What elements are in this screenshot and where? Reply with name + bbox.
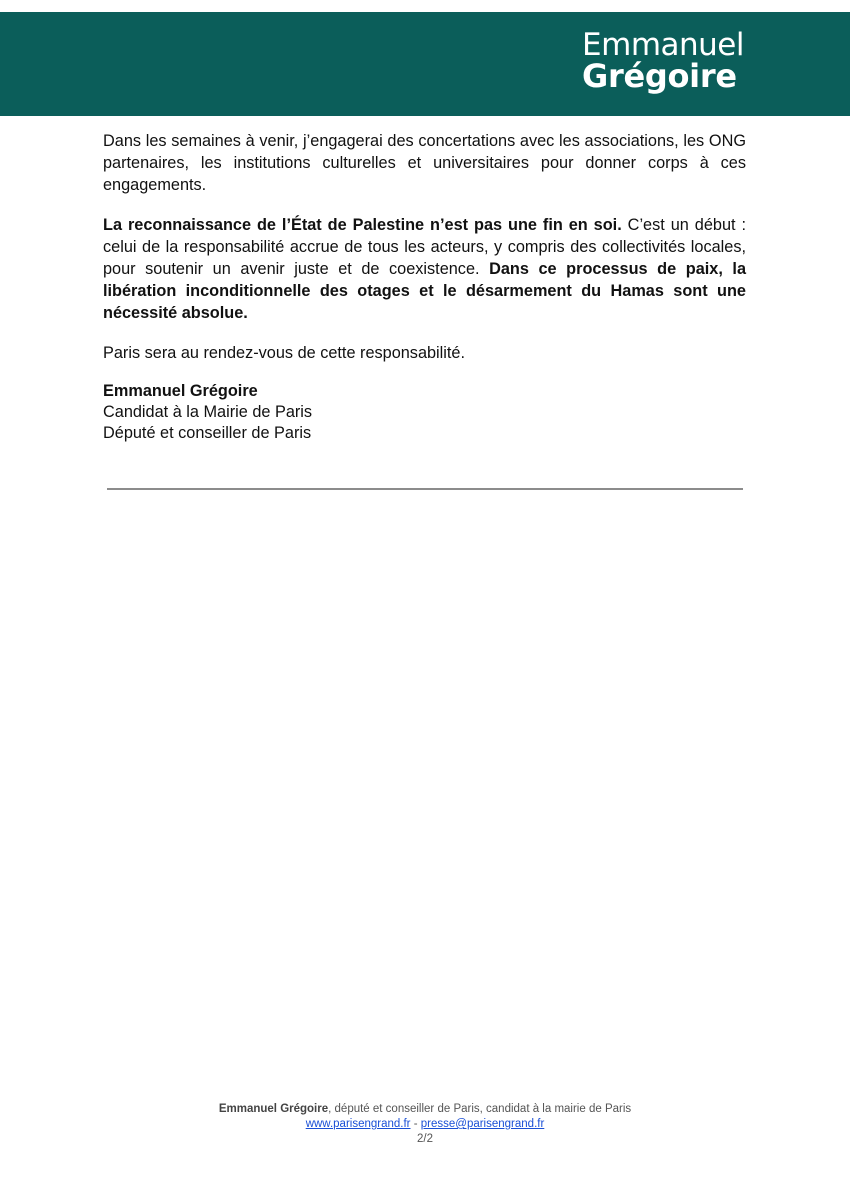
- responsibility-text: C’est un début : celui de la responsabilité accrue de tous les acteurs, y compris des collectivités locales, pour soutenir un avenir juste et de coexistence.: [103, 215, 746, 279]
- logo-last-name: Grégoire: [582, 57, 737, 95]
- website-link[interactable]: www.parisengrand.fr: [305, 1118, 411, 1130]
- divider-line: [107, 488, 743, 490]
- paragraph-consultations: Dans les semaines à venir, j’engagerai des concertations avec les associations, les ONG partenaires, les institutions culturelles et universitaires pour donner corps à ces engagements.: [103, 132, 746, 195]
- page-number: 2/2: [417, 1133, 433, 1145]
- footer-author-line: [0, 1102, 850, 1117]
- footer-separator: -: [410, 1118, 421, 1130]
- document-body: [103, 130, 746, 444]
- footer-name: Emmanuel Grégoire: [218, 1103, 329, 1115]
- paragraph-recognition: [103, 214, 746, 325]
- logo-first-name: Emmanuel: [582, 27, 744, 63]
- page-footer: [0, 1102, 850, 1147]
- logo: [582, 27, 744, 95]
- signature-title-1: Candidat à la Mairie de Paris: [103, 402, 313, 421]
- peace-process-statement: Dans ce processus de paix, la libération inconditionnelle des otages et le désarmement du Hamas sont une nécessité absolue.: [103, 260, 747, 323]
- signature-name: Emmanuel Grégoire: [103, 381, 258, 400]
- footer-contact-line: [0, 1117, 850, 1132]
- footer-description: , député et conseiller de Paris, candidat à la mairie de Paris: [328, 1103, 632, 1115]
- email-link[interactable]: presse@parisengrand.fr: [420, 1118, 545, 1130]
- recognition-statement: La reconnaissance de l’État de Palestine n’est pas une fin en soi.: [103, 215, 622, 234]
- signature-block: [103, 381, 746, 444]
- signature-title-2: Député et conseiller de Paris: [103, 423, 312, 442]
- paragraph-paris: Paris sera au rendez-vous de cette responsabilité.: [103, 343, 466, 362]
- header-band: [0, 12, 850, 116]
